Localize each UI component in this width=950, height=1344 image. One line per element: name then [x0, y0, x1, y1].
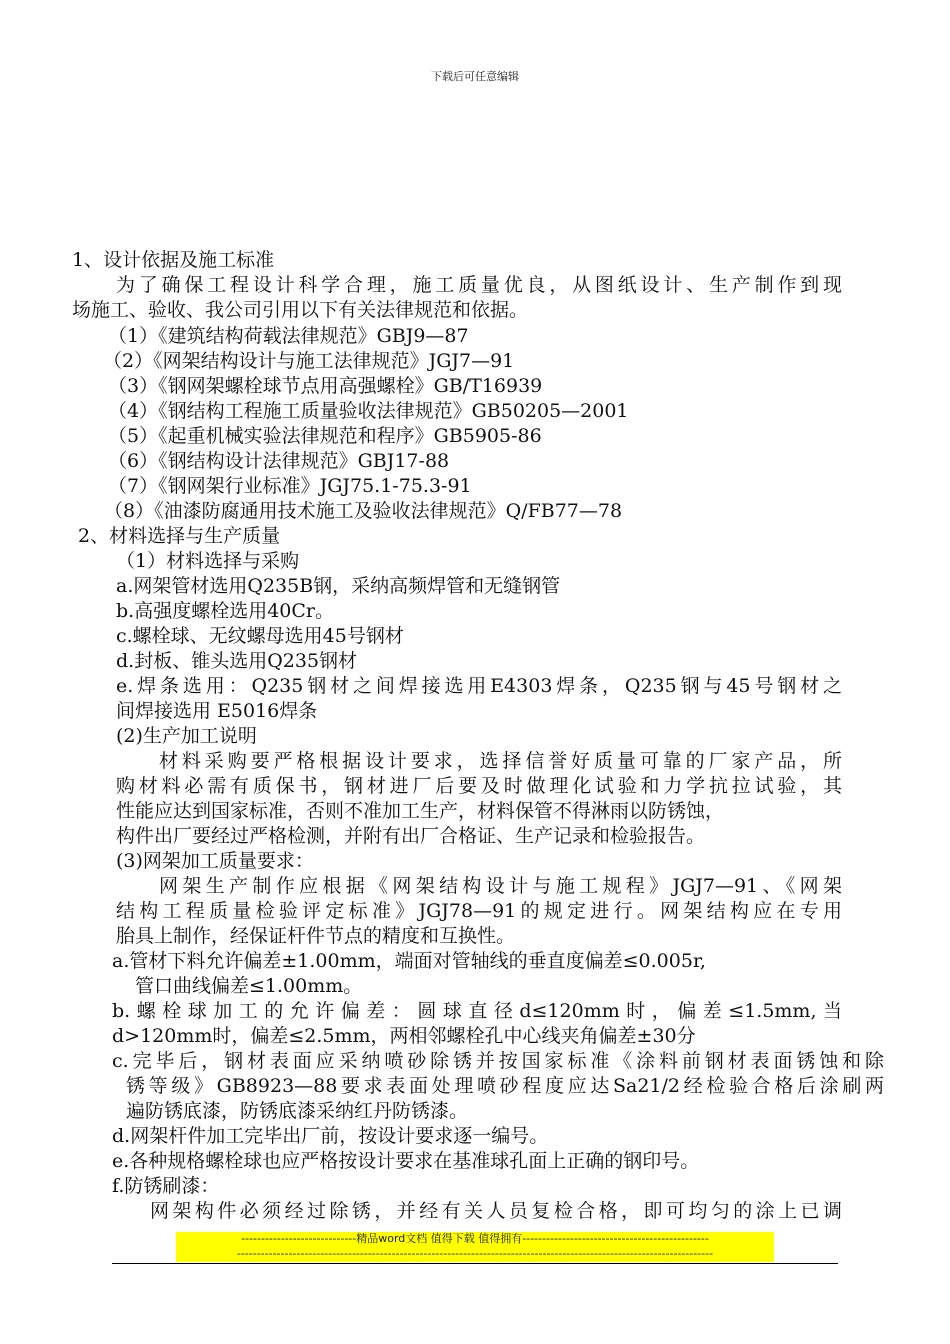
list-item: d.封板、锥头选用Q235钢材	[116, 650, 358, 672]
subsection-heading: (2)生产加工说明	[116, 725, 257, 747]
paragraph-line: 网架构件必须经过除锈，并经有关人员复检合格，即可均匀的涂上已调	[150, 1200, 842, 1222]
subsection-heading: （1）材料选择与采购	[116, 550, 300, 572]
list-item: 锈等级》GB8923—88要求表面处理喷砂程度应达Sa21/2经检验合格后涂刷两	[126, 1075, 884, 1097]
list-item: c.螺栓球、无纹螺母选用45号钢材	[116, 625, 404, 647]
list-item: b.螺栓球加工的允许偏差：圆球直径d≤120mm时，偏差≤1.5mm,当	[112, 1000, 842, 1022]
list-item: 遍防锈底漆，防锈底漆采纳红丹防锈漆。	[126, 1100, 469, 1122]
list-item: e.焊条选用：Q235钢材之间焊接选用E4303焊条，Q235钢与45号钢材之	[116, 675, 842, 697]
paragraph-line: 结构工程质量检验评定标准》JGJ78—91的规定进行。网架结构应在专用	[116, 900, 842, 922]
paragraph-line: 为了确保工程设计科学合理，施工质量优良，从图纸设计、生产制作到现	[116, 274, 842, 296]
list-item: f.防锈刷漆：	[112, 1175, 220, 1197]
section-heading-1: 1、设计依据及施工标准	[72, 249, 275, 271]
reference-item: （3）《钢网架螺栓球节点用高强螺栓》GB/T16939	[108, 375, 543, 397]
paragraph-line: 网架生产制作应根据《网架结构设计与施工规程》JGJ7—91、《网架	[159, 875, 842, 897]
paragraph-line: 购材料必需有质保书，钢材进厂后要及时做理化试验和力学抗拉试验，其	[116, 775, 842, 797]
list-item: a.网架管材选用Q235B钢，采纳高频焊管和无缝钢管	[116, 575, 561, 597]
subsection-heading: (3)网架加工质量要求：	[116, 850, 314, 872]
page-header: 下载后可任意编辑	[431, 70, 519, 83]
reference-item: （1）《建筑结构荷载法律规范》GBJ9—87	[108, 325, 469, 347]
list-item: 间焊接选用 E5016焊条	[116, 700, 318, 722]
paragraph-line: 性能应达到国家标准，否则不准加工生产，材料保管不得淋雨以防锈蚀，	[116, 800, 725, 822]
list-item: e.各种规格螺栓球也应严格按设计要求在基准球孔面上正确的钢印号。	[112, 1150, 700, 1172]
list-item: d.网架杆件加工完毕出厂前，按设计要求逐一编号。	[112, 1125, 549, 1147]
reference-item: （5）《起重机械实验法律规范和程序》GB5905-86	[108, 425, 542, 447]
reference-item: （7）《钢网架行业标准》JGJ75.1-75.3-91	[108, 475, 472, 497]
reference-item: （6）《钢结构设计法律规范》GBJ17-88	[108, 450, 450, 472]
list-item: 管口曲线偏差≤1.00mm。	[135, 975, 363, 997]
paragraph-line: 胎具上制作，经保证杆件节点的精度和互换性。	[116, 925, 516, 947]
footer-dashes: ------------------------------------------------------------------------------------------------------------------------	[236, 1247, 714, 1260]
list-item: a.管材下料允许偏差±1.00mm，端面对管轴线的垂直度偏差≤0.005r,	[112, 950, 706, 972]
section-heading-2: 2、材料选择与生产质量	[78, 525, 281, 547]
reference-item: （8）《油漆防腐通用技术施工及验收法律规范》Q/FB77—78	[104, 500, 623, 522]
footer-banner: -----------------------------精品word文档 值得下载 值得拥有-----------------------------------------------	[241, 1232, 709, 1245]
list-item: b.高强度螺栓选用40Cr。	[116, 600, 334, 622]
paragraph-line: 材料采购要严格根据设计要求，选择信誉好质量可靠的厂家产品，所	[159, 750, 842, 772]
reference-item: （2）《网架结构设计与施工法律规范》JGJ7—91	[103, 350, 515, 372]
list-item: c.完毕后，钢材表面应采纳喷砂除锈并按国家标准《涂料前钢材表面锈蚀和除	[112, 1050, 884, 1072]
list-item: d>120mm时，偏差≤2.5mm，两相邻螺栓孔中心线夹角偏差±30分	[112, 1025, 696, 1047]
footer-rule	[112, 1263, 838, 1264]
paragraph-line: 构件出厂要经过严格检测，并附有出厂合格证、生产记录和检验报告。	[116, 825, 706, 847]
reference-item: （4）《钢结构工程施工质量验收法律规范》GB50205—2001	[108, 400, 629, 422]
paragraph-line: 场施工、验收、我公司引用以下有关法律规范和依据。	[72, 299, 529, 321]
